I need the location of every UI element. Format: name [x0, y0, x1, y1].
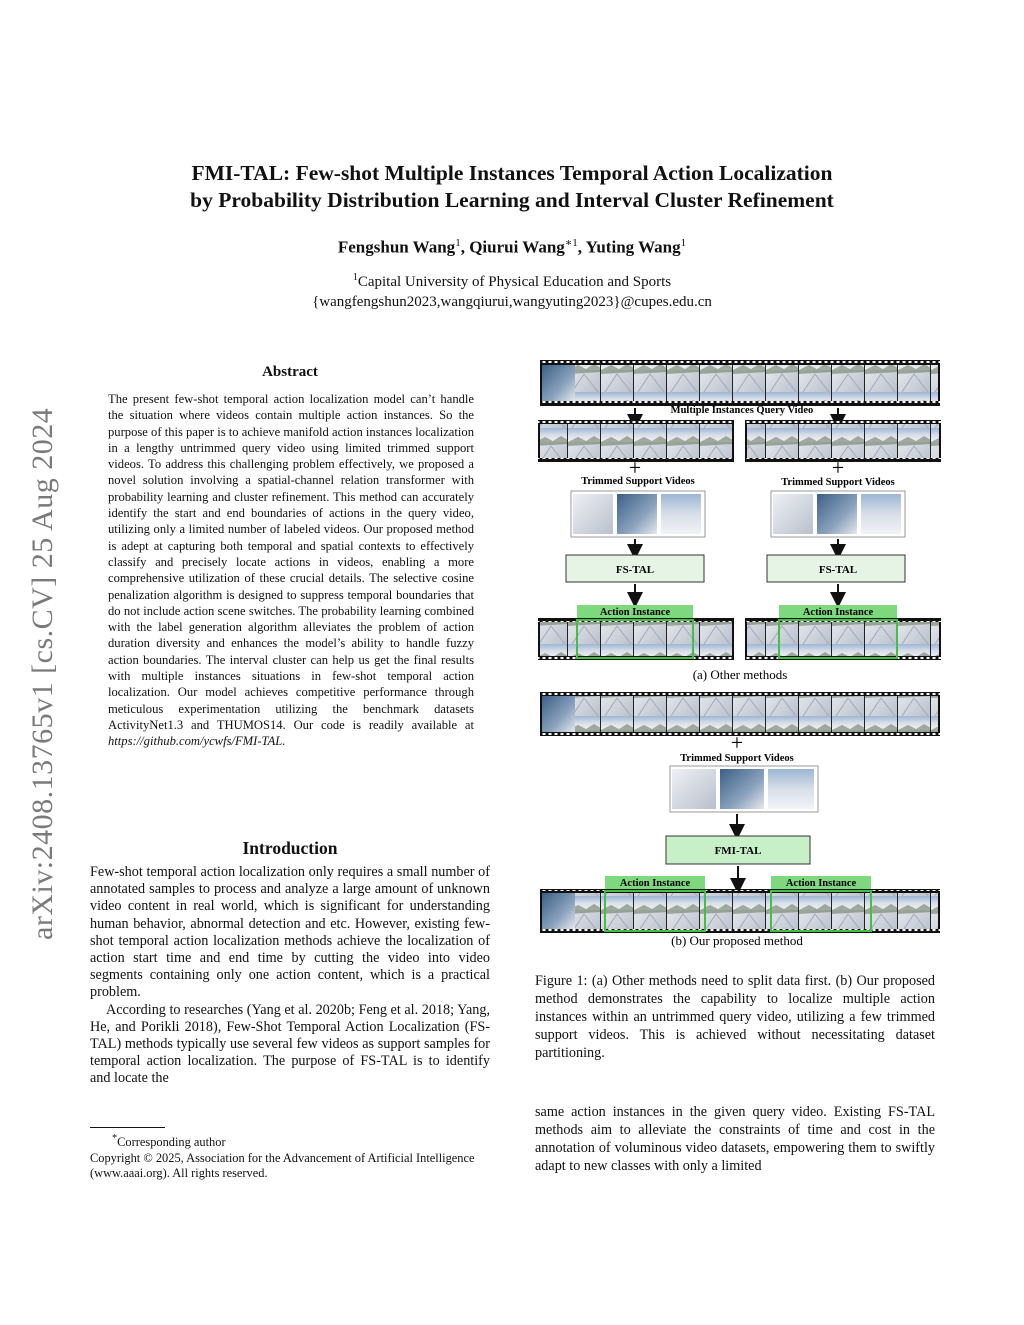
- arxiv-identifier: arXiv:2408.13765v1 [cs.CV] 25 Aug 2024: [26, 407, 59, 940]
- author-1: Fengshun Wang: [337, 237, 456, 257]
- figure-1: [535, 356, 945, 956]
- abstract-body: [108, 391, 474, 750]
- copyright-notice: Copyright © 2025, Association for the Advancement of Artificial Intelligence (www.aaai.org). All rights reserved.: [90, 1150, 475, 1180]
- action-instance-label-b1: Action Instance: [619, 878, 691, 889]
- action-instance-label-b2: Action Instance: [785, 878, 857, 889]
- author-emails: {wangfengshun2023,wangqiurui,wangyuting2023}@cupes.edu.cn: [312, 294, 712, 310]
- paper-title: [0, 160, 1024, 214]
- author-list: Fengshun Wang$^1$, Qiurui Wang$^{∗1}$, Yuting Wang$^1$: [337, 237, 687, 257]
- author-1-sup: 1: [455, 237, 461, 249]
- support-videos-right: [771, 491, 905, 537]
- title-line-1: FMI-TAL: Few-shot Multiple Instances Temporal Action Localization: [191, 161, 833, 185]
- plus-sign-left: +: [628, 455, 642, 480]
- action-instance-label-right: Action Instance: [802, 607, 874, 618]
- author-3: Yuting Wang: [585, 237, 681, 257]
- support-label-right: Trimmed Support Videos: [781, 477, 895, 488]
- introduction-body: [90, 864, 490, 1088]
- title-line-2: by Probability Distribution Learning and Interval Cluster Refinement: [190, 188, 834, 212]
- right-column-text: same action instances in the given query video. Existing FS-TAL methods aim to alleviate the constraints of time and cost in the annotation of voluminous video datasets, empowering them to swiftly adapt to new classes with only a limited: [535, 1104, 935, 1174]
- introduction-heading: Introduction: [242, 838, 338, 858]
- query-filmstrip-top: [540, 360, 940, 406]
- abstract-text: The present few-shot temporal action localization model can’t handle the situation where videos contain multiple action instances. So the purpose of this paper is to achieve manifold action instances localization in a lengthy untrimmed query video using limited trimmed support videos. To address this challenging problem effectively, we proposed a novel solution involving a spatial-channel relation transformer with probability learning and cluster refinement. This method can accurately identify the start and end boundaries of actions in the query video, utilizing only a limited number of labeled videos. Our proposed method is adept at capturing both temporal and spatial contexts to effectively classify and precisely locate actions in videos, enabling a more comprehensive utilization of these crucial details. The selective cosine penalization algorithm is designed to suppress temporal boundaries that do not include action scene switches. The probability learning combined with the label generation algorithm alleviates the problem of action duration diversity and enhances the model’s ability to handle fuzzy action boundaries. The interval cluster can help us get the final results with multiple instances situations in few-shot temporal action localization. Our model achieves competitive performance through meticulous experimentation utilizing the benchmark datasets ActivityNet1.3 and THUMOS14. Our code is readily available at: [108, 392, 474, 732]
- fmital-label: FMI-TAL: [714, 845, 762, 857]
- code-link[interactable]: https://github.com/ycwfs/FMI-TAL.: [108, 734, 286, 749]
- intro-paragraph-2: According to researches (Yang et al. 2020b; Feng et al. 2018; Yang, He, and Porikli 2018), Few-Shot Temporal Action Localization (FS-TAL) methods typically use several few videos as support samples for temporal action localization. The purpose of FS-TAL is to identify and locate the: [90, 1001, 490, 1087]
- fstal-label-right: FS-TAL: [818, 564, 858, 576]
- author-2-sup: ∗1: [564, 237, 578, 249]
- fstal-label-left: FS-TAL: [615, 564, 655, 576]
- result-strip-b: [540, 889, 940, 933]
- author-2: Qiurui Wang: [469, 237, 565, 257]
- intro-paragraph-1: Few-shot temporal action localization only requires a small number of annotated samples to process and analyze a large amount of unknown video content in real world, which is significant for understanding human behavior, abnormal detection and etc. However, existing few-shot temporal action localization methods achieve the localization of action start time and end time by cutting the video into video segments containing only one action content, which is a practical problem.: [90, 864, 490, 1001]
- support-videos-b: [670, 766, 818, 812]
- affiliation-sup: 1: [352, 272, 358, 283]
- author-3-sup: 1: [680, 237, 687, 249]
- plus-sign-b: +: [730, 730, 744, 755]
- figure-1-caption: Figure 1: (a) Other methods need to split data first. (b) Our proposed method demonstrates the capability to localize multiple action instances within an untrimmed query video, utilizing a few trimmed support videos. This is achieved without necessitating dataset partitioning.: [535, 973, 935, 1061]
- result-strip-right: [745, 618, 941, 660]
- footnote: [90, 1131, 490, 1181]
- support-label-b: Trimmed Support Videos: [680, 753, 794, 764]
- subcaption-a: (a) Other methods: [692, 667, 788, 682]
- action-instance-label-left: Action Instance: [599, 607, 671, 618]
- plus-sign-right: +: [831, 455, 845, 480]
- result-strip-left: [538, 618, 734, 660]
- corresponding-author-note: Corresponding author: [117, 1135, 226, 1150]
- affiliation-name: Capital University of Physical Education and Sports: [357, 274, 672, 290]
- support-videos-left: [571, 491, 705, 537]
- footnote-symbol: *: [112, 1133, 118, 1144]
- subcaption-b: (b) Our proposed method: [671, 933, 803, 948]
- affiliation-block: [0, 268, 1024, 312]
- abstract-heading: Abstract: [262, 364, 318, 380]
- query-video-label: Multiple Instances Query Video: [670, 405, 814, 416]
- support-label-left: Trimmed Support Videos: [581, 476, 695, 487]
- footnote-rule: [90, 1127, 165, 1128]
